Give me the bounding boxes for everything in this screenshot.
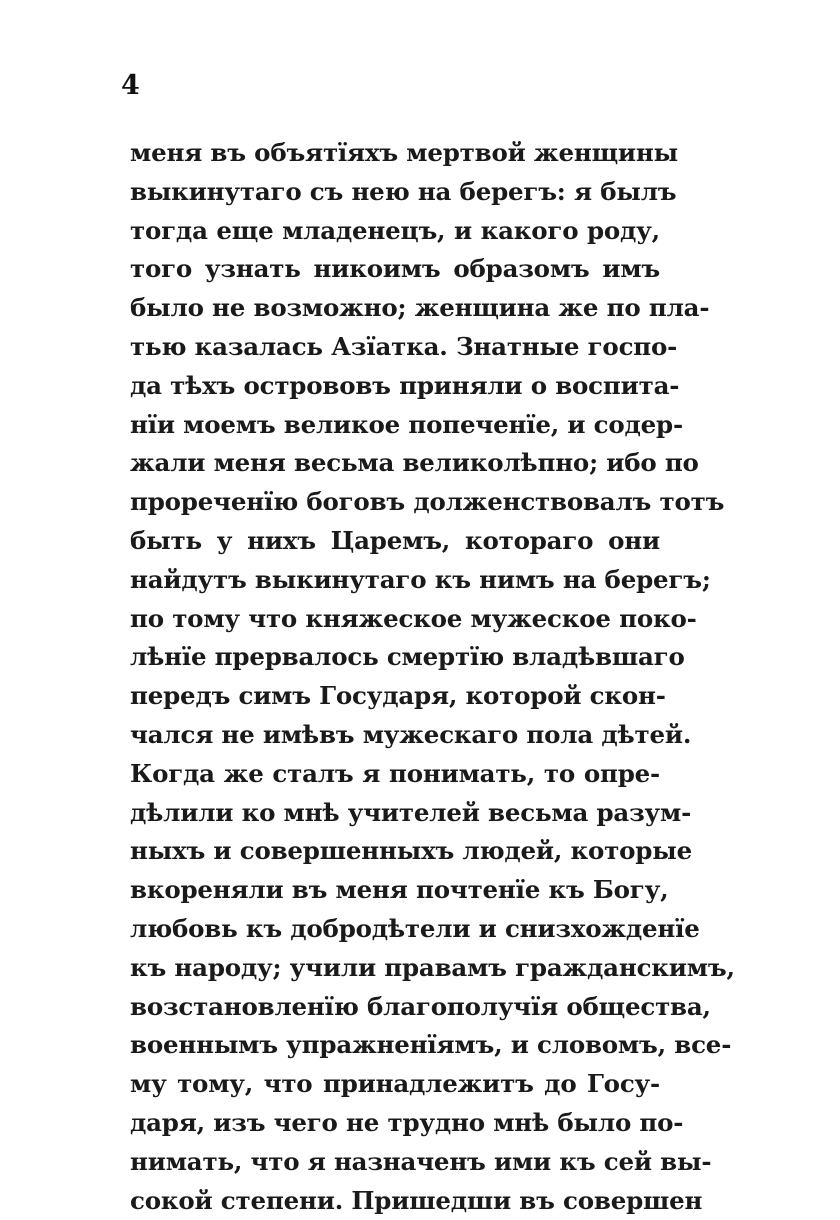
text-line: меня въ объятїяхъ мертвой женщины xyxy=(130,138,678,167)
text-line: ныхъ и совершенныхъ людей, которые xyxy=(130,836,692,866)
text-line: того узнать никоимъ образомъ имъ xyxy=(130,254,660,284)
text-line: быть у нихъ Царемъ, котораго они xyxy=(130,525,660,555)
text-line: военнымъ упражненїямъ, и словомъ, все- xyxy=(130,1030,732,1060)
text-line: даря, изъ чего не трудно мнѣ было по- xyxy=(130,1107,684,1137)
text-line: тогда еще младенецъ, и какого роду, xyxy=(130,215,660,245)
body-text xyxy=(130,134,735,1220)
text-line: нїи моемъ великое попеченїе, и содер- xyxy=(130,409,683,439)
text-line: прореченїю боговъ долженствовалъ тотъ xyxy=(130,487,725,517)
text-line: вкореняли въ меня почтенїе къ Богу, xyxy=(130,875,669,905)
text-line: сокой степени. Пришедши въ совершен xyxy=(130,1185,703,1215)
page-number: 4 xyxy=(121,70,140,101)
text-line: любовь къ добродѣтели и снизхожденїе xyxy=(130,913,700,943)
text-line: выкинутаго съ нею на берегъ: я былъ xyxy=(130,176,677,206)
text-line: лѣнїе прервалось смертїю владѣвшаго xyxy=(130,642,685,672)
text-line: нимать, что я назначенъ ими къ сей вы- xyxy=(130,1146,712,1176)
text-line: да тѣхъ острововъ приняли о воспита- xyxy=(130,370,680,400)
text-line: было не возможно; женщина же по пла- xyxy=(130,293,710,323)
text-line: дѣлили ко мнѣ учителей весьма разум- xyxy=(130,797,692,827)
text-line: возстановленїю благополучїя общества, xyxy=(130,991,711,1021)
text-line: найдутъ выкинутаго къ нимъ на берегъ; xyxy=(130,564,711,594)
text-line: передъ симъ Государя, которой скон- xyxy=(130,681,666,711)
text-line: чался не имѣвъ мужескаго пола дѣтей. xyxy=(130,719,692,749)
text-line: му тому, что принадлежитъ до Госу- xyxy=(130,1069,660,1099)
text-line: жали меня весьма великолѣпно; ибо по xyxy=(130,448,699,478)
text-line: Когда же сталъ я понимать, то опре- xyxy=(130,758,660,788)
text-line: тью казалась Азїатка. Знатные госпо- xyxy=(130,331,678,361)
text-line: по тому что княжеское мужеское поко- xyxy=(130,603,697,633)
text-line: къ народу; учили правамъ гражданскимъ, xyxy=(130,952,735,982)
